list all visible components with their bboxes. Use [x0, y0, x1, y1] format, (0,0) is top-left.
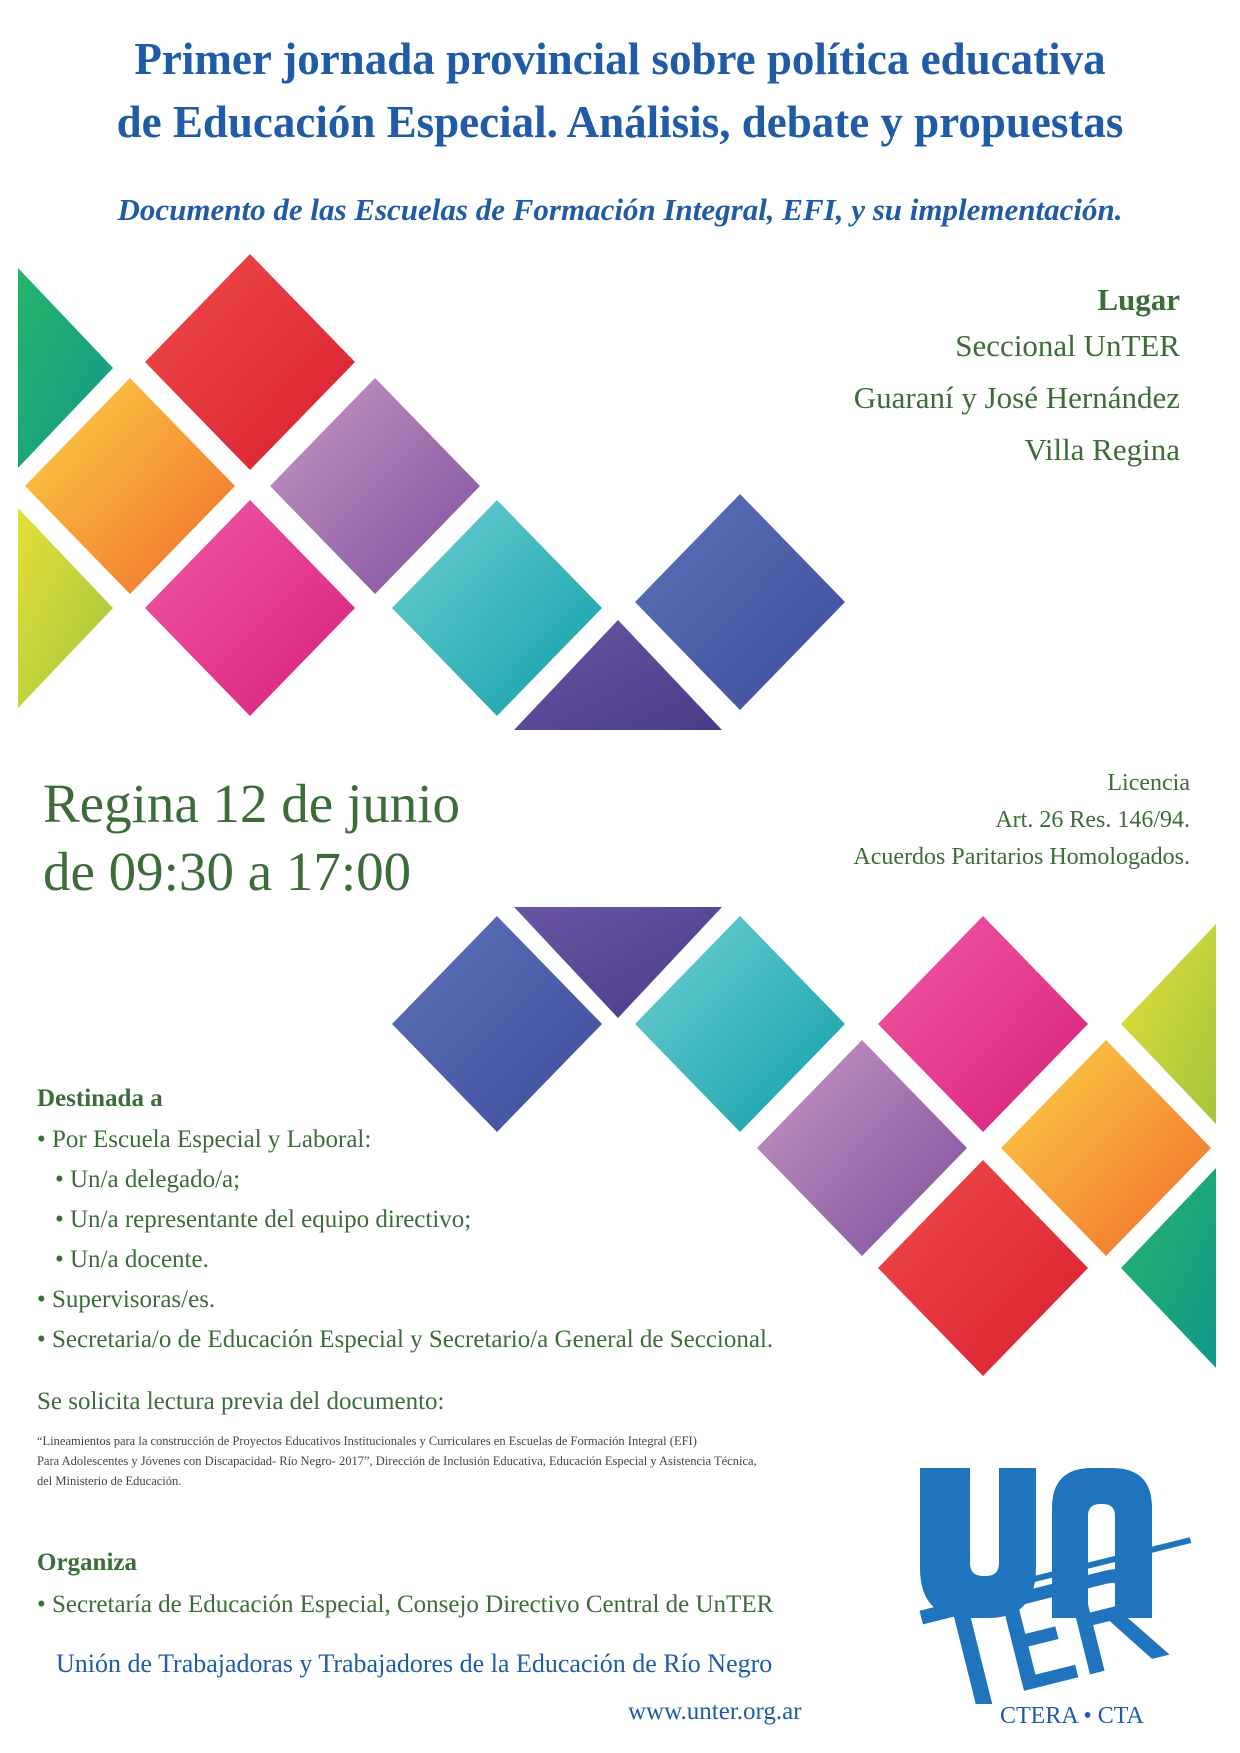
unter-logo	[900, 1468, 1200, 1704]
organizer-block	[37, 1546, 773, 1622]
location-block	[854, 280, 1180, 476]
page-title	[20, 28, 1220, 154]
audience-subitem: • Un/a delegado/a;	[55, 1166, 241, 1193]
reading-reference-line: del Ministerio de Educación.	[37, 1474, 182, 1488]
title-line-2: de Educación Especial. Análisis, debate y propuestas	[116, 97, 1124, 147]
audience-item: • Secretaria/o de Educación Especial y Secretario/a General de Seccional.	[37, 1326, 774, 1353]
audience-subitem: • Un/a representante del equipo directivo;	[55, 1206, 472, 1233]
ctera-cta-label: CTERA • CTA	[1000, 1703, 1144, 1729]
website-link[interactable]: www.unter.org.ar	[628, 1698, 802, 1725]
license-block	[853, 765, 1190, 876]
event-date	[43, 770, 460, 906]
event-time-line: de 09:30 a 17:00	[43, 841, 412, 902]
event-date-line: Regina 12 de junio	[43, 773, 461, 834]
location-heading: Lugar	[1097, 282, 1180, 317]
reading-heading: Se solicita lectura previa del documento:	[37, 1388, 445, 1415]
license-line: Licencia	[1107, 770, 1190, 796]
title-line-1: Primer jornada provincial sobre política educativa	[134, 34, 1106, 84]
audience-block	[37, 1082, 773, 1360]
organizer-heading: Organiza	[37, 1549, 137, 1576]
organizer-item: • Secretaría de Educación Especial, Consejo Directivo Central de UnTER	[37, 1591, 774, 1618]
page-subtitle: Documento de las Escuelas de Formación Integral, EFI, y su implementación.	[117, 192, 1123, 227]
logo-letter-r	[1067, 1560, 1170, 1674]
reading-reference-line: “Lineamientos para la construcción de Proyectos Educativos Institucionales y Curriculares en Escuelas de Formación Integral (EFI)	[37, 1434, 697, 1448]
location-line: Villa Regina	[1024, 432, 1180, 467]
audience-item: • Supervisoras/es.	[37, 1286, 216, 1313]
audience-heading: Destinada a	[37, 1085, 163, 1112]
location-line: Guaraní y José Hernández	[853, 380, 1180, 415]
license-line: Acuerdos Paritarios Homologados.	[853, 844, 1190, 870]
location-line: Seccional UnTER	[955, 328, 1180, 363]
audience-subitem: • Un/a docente.	[55, 1246, 209, 1273]
license-line: Art. 26 Res. 146/94.	[995, 807, 1190, 833]
union-name: Unión de Trabajadoras y Trabajadores de la Educación de Río Negro	[56, 1649, 773, 1678]
reading-block	[37, 1385, 877, 1491]
reading-reference-line: Para Adolescentes y Jóvenes con Discapacidad- Río Negro- 2017”, Dirección de Inclusión Educativa, Educación Especial y Asistencia Técnica,	[37, 1454, 757, 1468]
audience-item: • Por Escuela Especial y Laboral:	[37, 1126, 372, 1153]
